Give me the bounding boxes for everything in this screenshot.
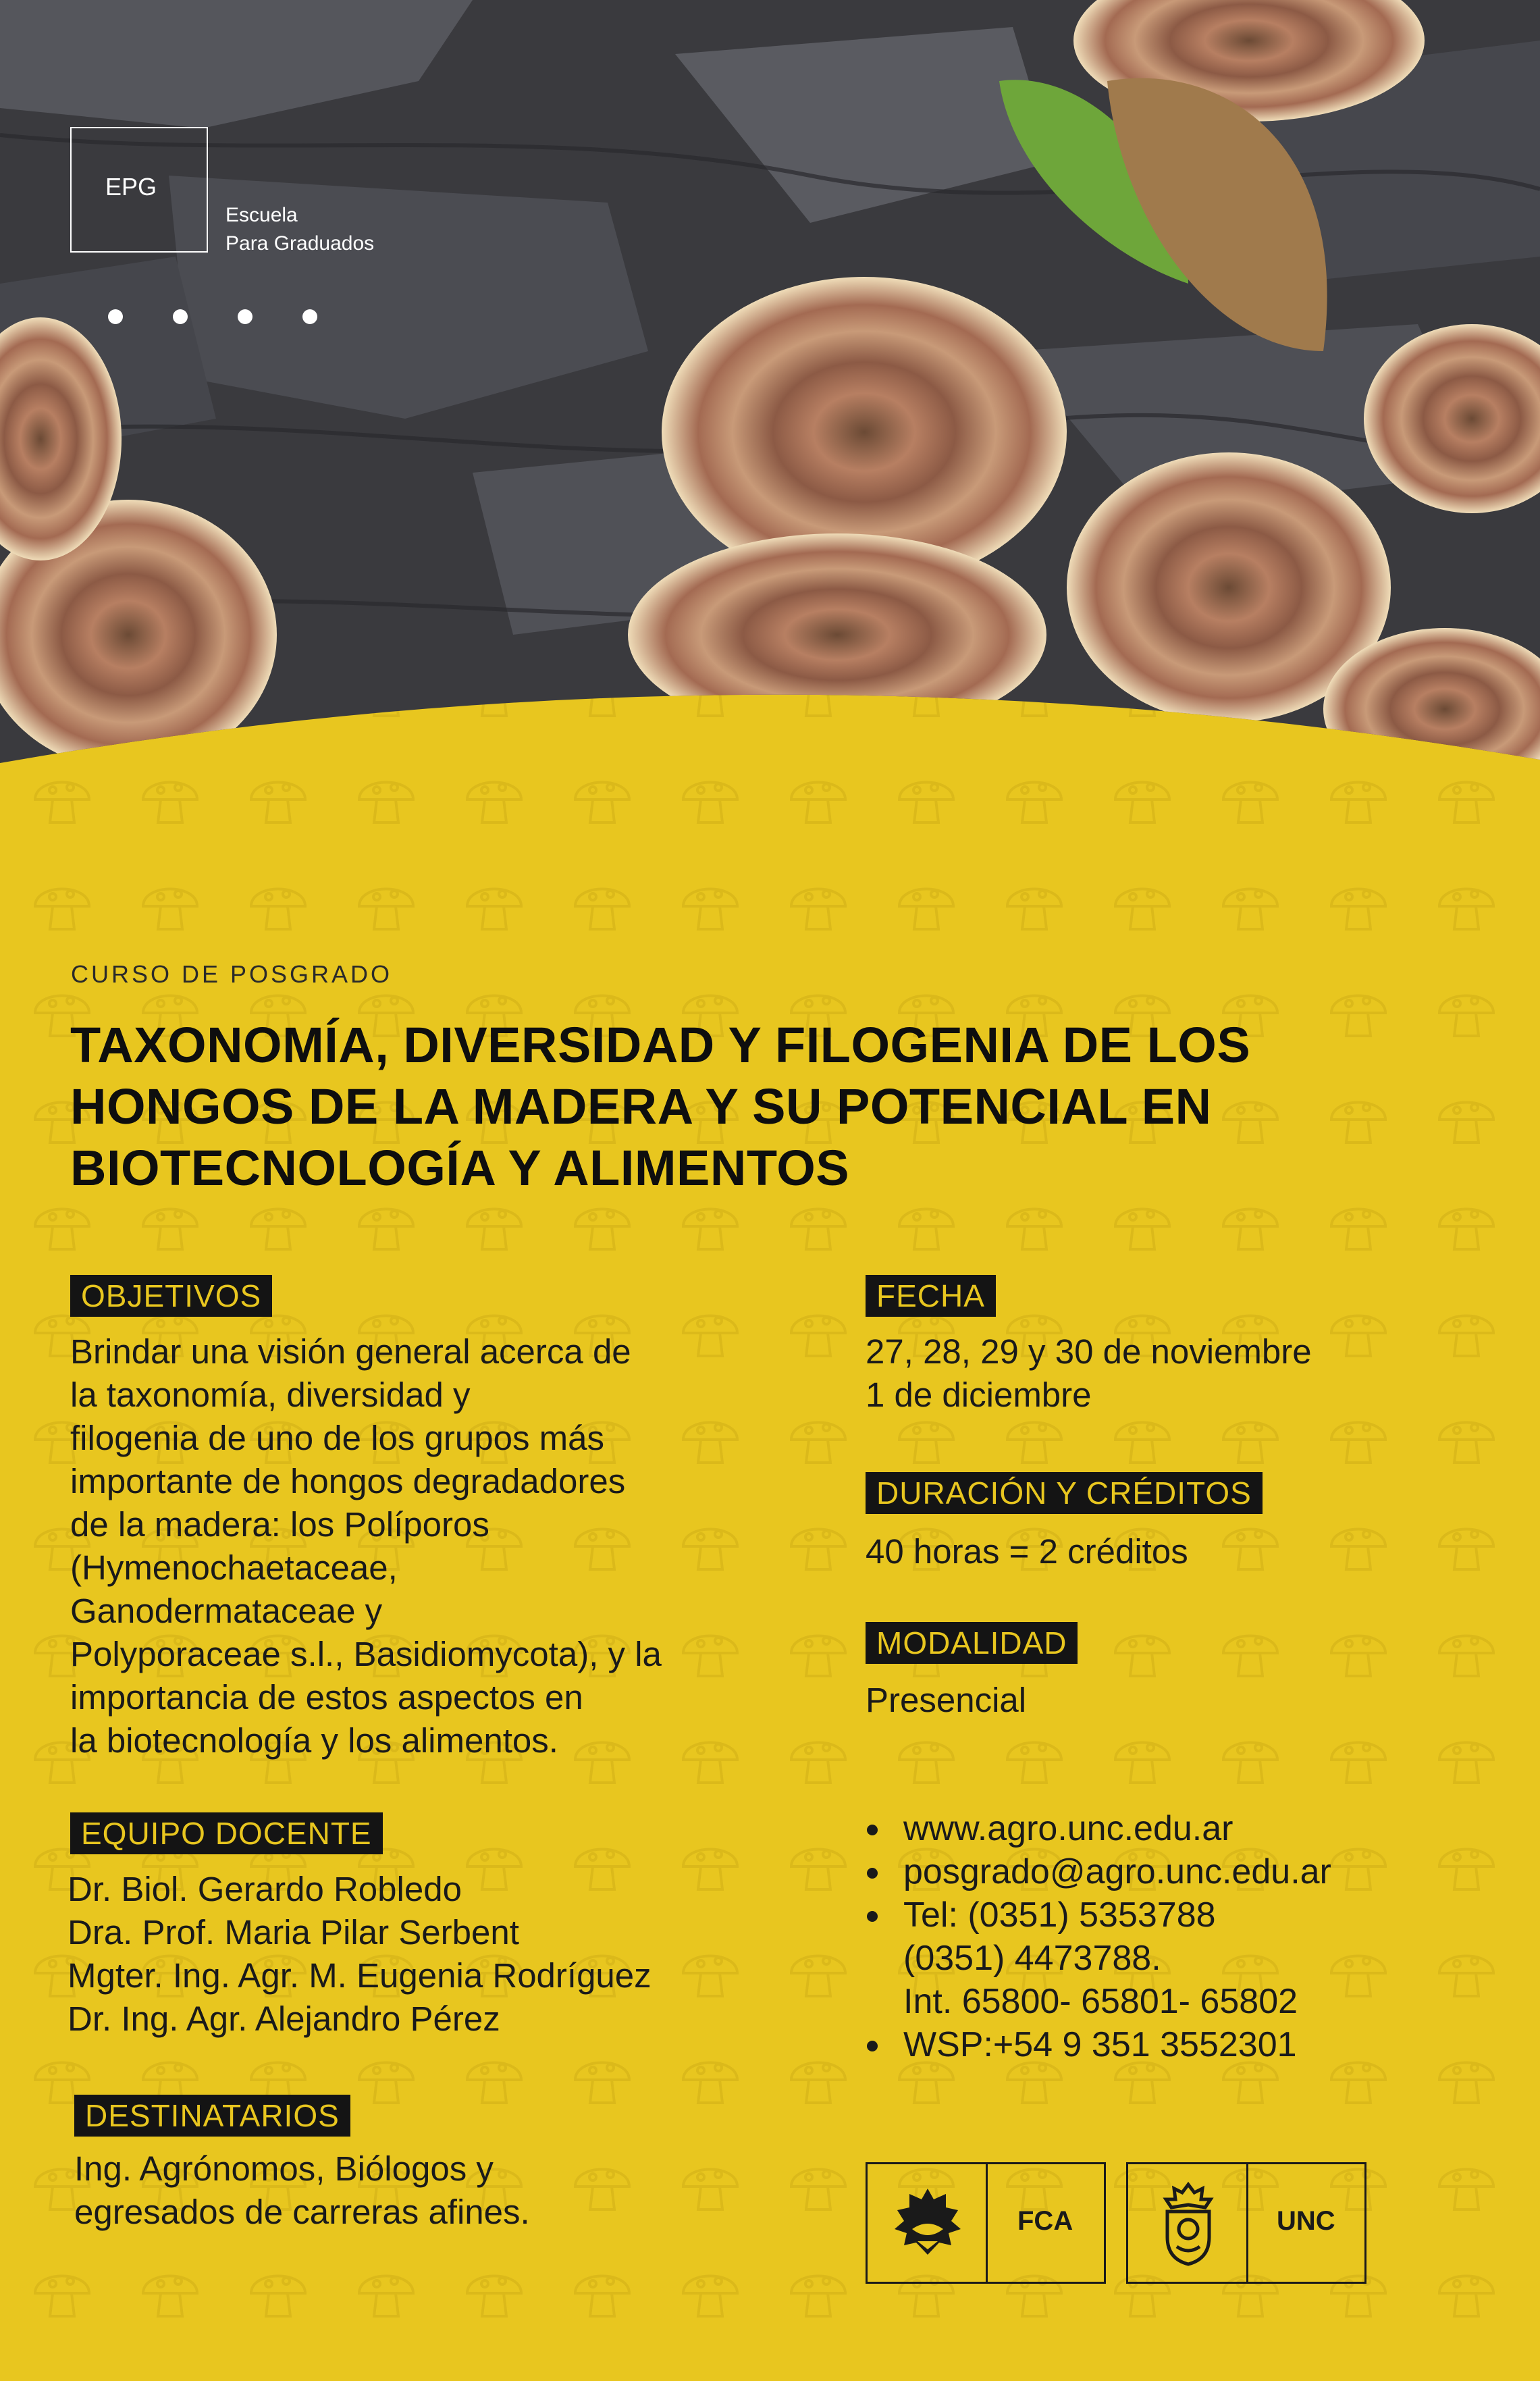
objetivos-line: importancia de estos aspectos en [70, 1678, 583, 1717]
contact-email-link[interactable]: posgrado@agro.unc.edu.ar [903, 1852, 1331, 1891]
bullet-icon [867, 2041, 878, 2051]
fecha-line: 1 de diciembre [866, 1376, 1092, 1414]
fca-logo-text: FCA [1017, 2206, 1073, 2236]
fecha-text [866, 1330, 1312, 1417]
dot [173, 309, 188, 324]
fca-logo [866, 2162, 1106, 2284]
duracion-value: 40 horas = 2 créditos [866, 1532, 1188, 1571]
bullet-icon [867, 1911, 878, 1922]
course-title [70, 1014, 1488, 1199]
docente-item: Dr. Biol. Gerardo Robledo [68, 1870, 462, 1908]
contact-tel-cont [866, 1980, 1331, 2023]
contact-web-link[interactable]: www.agro.unc.edu.ar [903, 1809, 1233, 1848]
epg-logo-box [70, 127, 208, 253]
fecha-line: 27, 28, 29 y 30 de noviembre [866, 1332, 1312, 1371]
destinatarios-line: Ing. Agrónomos, Biólogos y [74, 2149, 494, 2188]
objetivos-line: filogenia de uno de los grupos más [70, 1419, 605, 1457]
epg-logo-line1: Escuela [225, 204, 298, 226]
objetivos-line: (Hymenochaetaceae, [70, 1548, 398, 1587]
unc-logo [1126, 2162, 1366, 2284]
bullet-icon [867, 1825, 878, 1835]
contact-wsp-text: WSP:+54 9 351 3552301 [903, 2025, 1297, 2064]
logo-divider [1246, 2164, 1248, 2282]
unc-crest-icon [1152, 2179, 1224, 2270]
dot [108, 309, 123, 324]
decorative-dots [108, 309, 317, 324]
equipo-docente-list [68, 1868, 652, 2041]
course-kicker: CURSO DE POSGRADO [71, 960, 393, 988]
equipo-docente-tag: EQUIPO DOCENTE [70, 1812, 383, 1854]
fca-emblem-icon [888, 2184, 967, 2264]
objetivos-line: importante de hongos degradadores [70, 1462, 626, 1500]
objetivos-line: de la madera: los Políporos [70, 1505, 489, 1544]
objetivos-line: la biotecnología y los alimentos. [70, 1721, 558, 1760]
dot [302, 309, 317, 324]
contact-tel-cont [866, 1937, 1331, 1980]
objetivos-line: Ganodermataceae y [70, 1592, 383, 1630]
destinatarios-line: egresados de carreras afines. [74, 2193, 530, 2231]
hero-photo-fungi-on-bark [0, 0, 1540, 905]
duracion-tag: DURACIÓN Y CRÉDITOS [866, 1472, 1263, 1514]
course-title-line1: TAXONOMÍA, DIVERSIDAD Y FILOGENIA DE LOS [70, 1017, 1251, 1073]
objetivos-line: Brindar una visión general acerca de [70, 1332, 631, 1371]
docente-item: Dr. Ing. Agr. Alejandro Pérez [68, 1999, 500, 2038]
docente-item: Dra. Prof. Maria Pilar Serbent [68, 1913, 519, 1952]
objetivos-tag: OBJETIVOS [70, 1275, 272, 1317]
unc-logo-text: UNC [1277, 2206, 1335, 2236]
contact-tel-line1: Tel: (0351) 5353788 [903, 1895, 1216, 1935]
contact-list [866, 1807, 1331, 2066]
course-title-line2: HONGOS DE LA MADERA Y SU POTENCIAL EN [70, 1078, 1212, 1134]
objetivos-text [70, 1330, 662, 1762]
destinatarios-tag: DESTINATARIOS [74, 2095, 350, 2137]
fecha-tag: FECHA [866, 1275, 996, 1317]
dot [238, 309, 253, 324]
objetivos-line: la taxonomía, diversidad y [70, 1376, 471, 1414]
contact-web[interactable] [866, 1807, 1331, 1850]
objetivos-line: Polyporaceae s.l., Basidiomycota), y la [70, 1635, 662, 1673]
epg-logo-abbr: EPG [105, 173, 157, 201]
destinatarios-text [74, 2147, 530, 2234]
epg-logo-text [225, 201, 374, 258]
contact-tel [866, 1893, 1331, 1937]
contact-wsp [866, 2023, 1331, 2066]
contact-tel-line3: Int. 65800- 65801- 65802 [903, 1982, 1298, 2021]
bullet-icon [867, 1868, 878, 1879]
modalidad-value: Presencial [866, 1681, 1027, 1719]
course-title-line3: BIOTECNOLOGÍA Y ALIMENTOS [70, 1140, 850, 1196]
logo-divider [986, 2164, 988, 2282]
contact-email[interactable] [866, 1850, 1331, 1893]
contact-tel-line2: (0351) 4473788. [903, 1939, 1161, 1978]
docente-item: Mgter. Ing. Agr. M. Eugenia Rodríguez [68, 1956, 652, 1995]
modalidad-tag: MODALIDAD [866, 1622, 1078, 1664]
epg-logo-line2: Para Graduados [225, 232, 375, 255]
